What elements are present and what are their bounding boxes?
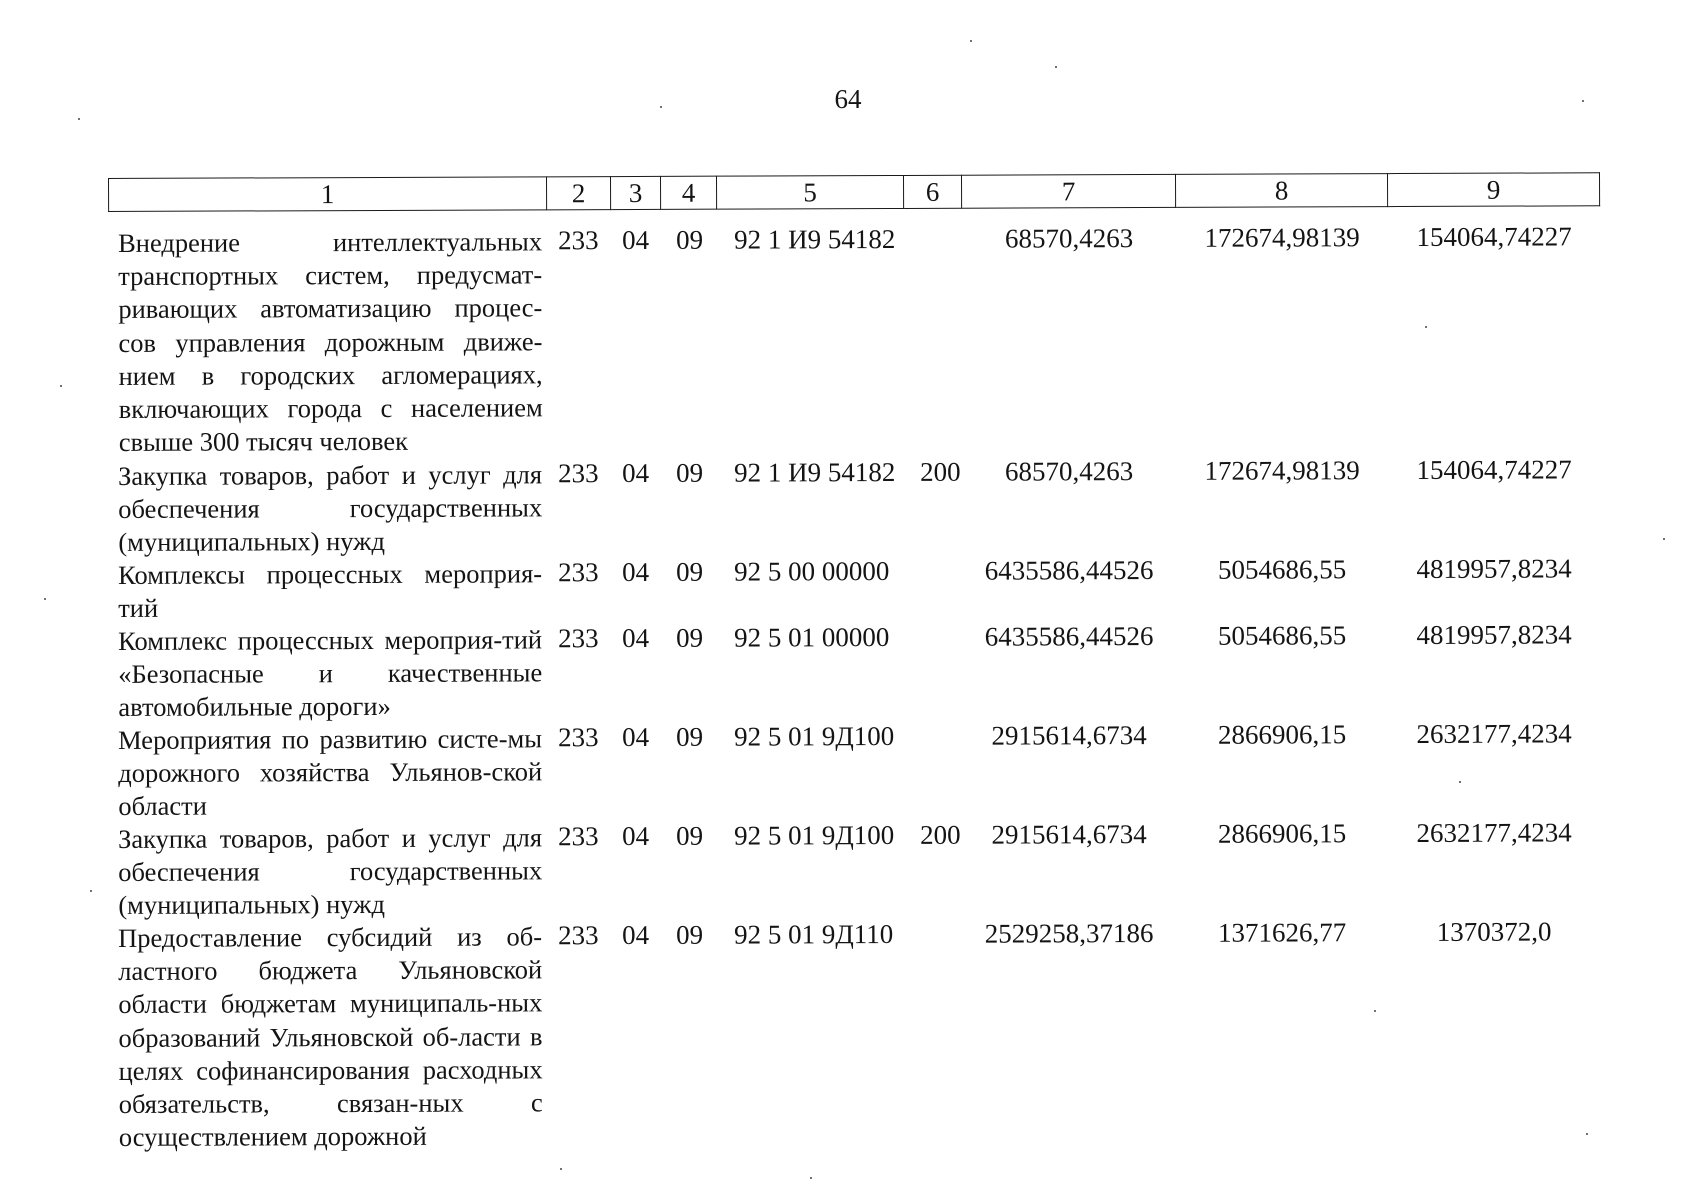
header-col-9: 9 xyxy=(1387,173,1599,207)
cell-col-3: 04 xyxy=(621,721,650,753)
header-col-2: 2 xyxy=(546,177,610,210)
cell-col-7: 2529258,37186 xyxy=(984,917,1154,949)
cell-col-6: 200 xyxy=(919,456,961,487)
row-description: Комплексы процессных мероприя-тий xyxy=(118,558,543,624)
scan-speck xyxy=(1663,538,1665,540)
scan-speck xyxy=(44,598,46,600)
cell-col-3: 04 xyxy=(621,556,650,588)
scan-speck xyxy=(560,1168,562,1170)
scan-speck xyxy=(78,118,80,120)
page-number: 64 xyxy=(834,84,862,114)
cell-col-8: 5054686,55 xyxy=(1217,554,1347,585)
cell-col-8: 1371626,77 xyxy=(1217,917,1347,948)
header-col-7: 7 xyxy=(961,174,1175,208)
cell-col-7: 6435586,44526 xyxy=(984,554,1154,586)
cell-col-2: 233 xyxy=(557,557,599,588)
cell-col-2: 233 xyxy=(557,623,599,654)
scan-speck xyxy=(1582,100,1584,102)
cell-col-5: 92 5 01 00000 xyxy=(733,622,890,653)
cell-col-5: 92 5 00 00000 xyxy=(733,556,890,587)
header-col-1: 1 xyxy=(109,177,547,212)
scan-speck xyxy=(970,40,972,42)
cell-col-8: 2866906,15 xyxy=(1217,719,1347,750)
header-col-8: 8 xyxy=(1175,174,1387,208)
cell-col-2: 233 xyxy=(557,225,599,256)
cell-col-9: 154064,74227 xyxy=(1416,454,1572,485)
row-description: Внедрение интеллектуальных транспортных систем, предусмат-ривающих автоматизацию процес-сов управления дорожным движе-нием в городских агломерациях, включающих города с населением свыше 300 тысяч человек xyxy=(118,226,543,458)
cell-col-2: 233 xyxy=(557,722,599,753)
cell-col-2: 233 xyxy=(557,920,599,951)
scan-speck xyxy=(1425,326,1427,328)
header-col-3: 3 xyxy=(610,176,660,209)
cell-col-4: 09 xyxy=(675,622,704,653)
cell-col-3: 04 xyxy=(621,919,650,951)
scan-speck xyxy=(660,106,662,108)
cell-col-9: 2632177,4234 xyxy=(1416,817,1572,848)
row-description: Мероприятия по развитию систе-мы дорожного хозяйства Ульянов-ской области xyxy=(118,723,543,822)
cell-col-8: 2866906,15 xyxy=(1217,818,1347,849)
cell-col-7: 68570,4263 xyxy=(1004,456,1134,487)
scan-speck xyxy=(1459,781,1461,783)
scan-speck xyxy=(90,890,92,892)
cell-col-4: 09 xyxy=(675,556,704,587)
scan-speck xyxy=(1586,1133,1588,1135)
cell-col-8: 172674,98139 xyxy=(1204,222,1360,253)
cell-col-6: 200 xyxy=(919,819,961,850)
cell-col-3: 04 xyxy=(621,457,650,489)
cell-col-7: 6435586,44526 xyxy=(984,620,1154,652)
cell-col-5: 92 5 01 9Д100 xyxy=(733,819,895,851)
cell-col-9: 154064,74227 xyxy=(1416,221,1572,252)
cell-col-4: 09 xyxy=(675,721,704,752)
cell-col-2: 233 xyxy=(557,458,599,489)
row-description: Закупка товаров, работ и услуг для обеспечения государственных (муниципальных) нужд xyxy=(118,459,543,558)
scan-speck xyxy=(1055,66,1057,68)
cell-col-3: 04 xyxy=(621,622,650,654)
cell-col-9: 4819957,8234 xyxy=(1416,553,1572,584)
cell-col-8: 172674,98139 xyxy=(1204,455,1360,486)
cell-col-9: 1370372,0 xyxy=(1436,916,1552,947)
cell-col-2: 233 xyxy=(557,821,599,852)
cell-col-3: 04 xyxy=(621,820,650,852)
cell-col-9: 4819957,8234 xyxy=(1416,619,1572,650)
cell-col-4: 09 xyxy=(675,820,704,851)
cell-col-5: 92 5 01 9Д100 xyxy=(733,720,895,752)
cell-col-5: 92 5 01 9Д110 xyxy=(733,918,894,950)
header-col-6: 6 xyxy=(903,175,961,208)
scan-speck xyxy=(1374,1010,1376,1012)
row-description: Предоставление субсидий из об-ластного бюджета Ульяновской области бюджетам муниципаль-ных образований Ульяновской об-ласти в целях софинансирования расходных обязательств, связан-ных с осуществлением дорожной xyxy=(118,921,543,1153)
cell-col-5: 92 1 И9 54182 xyxy=(733,456,896,488)
cell-col-8: 5054686,55 xyxy=(1217,620,1347,651)
row-description: Закупка товаров, работ и услуг для обеспечения государственных (муниципальных) нужд xyxy=(118,822,543,921)
scan-speck xyxy=(810,1177,812,1179)
cell-col-7: 68570,4263 xyxy=(1004,223,1134,254)
cell-col-5: 92 1 И9 54182 xyxy=(733,223,896,255)
cell-col-7: 2915614,6734 xyxy=(991,819,1147,850)
cell-col-4: 09 xyxy=(675,457,704,488)
scan-speck xyxy=(60,385,62,387)
row-description: Комплекс процессных мероприя-тий «Безопасные и качественные автомобильные дороги» xyxy=(118,624,543,723)
cell-col-3: 04 xyxy=(621,224,650,256)
header-row xyxy=(109,173,1600,212)
header-col-5: 5 xyxy=(716,175,903,209)
cell-col-7: 2915614,6734 xyxy=(991,720,1147,751)
cell-col-4: 09 xyxy=(675,224,704,255)
cell-col-4: 09 xyxy=(675,919,704,950)
header-col-4: 4 xyxy=(660,176,716,209)
cell-col-9: 2632177,4234 xyxy=(1416,718,1572,749)
table-header xyxy=(108,172,1600,212)
